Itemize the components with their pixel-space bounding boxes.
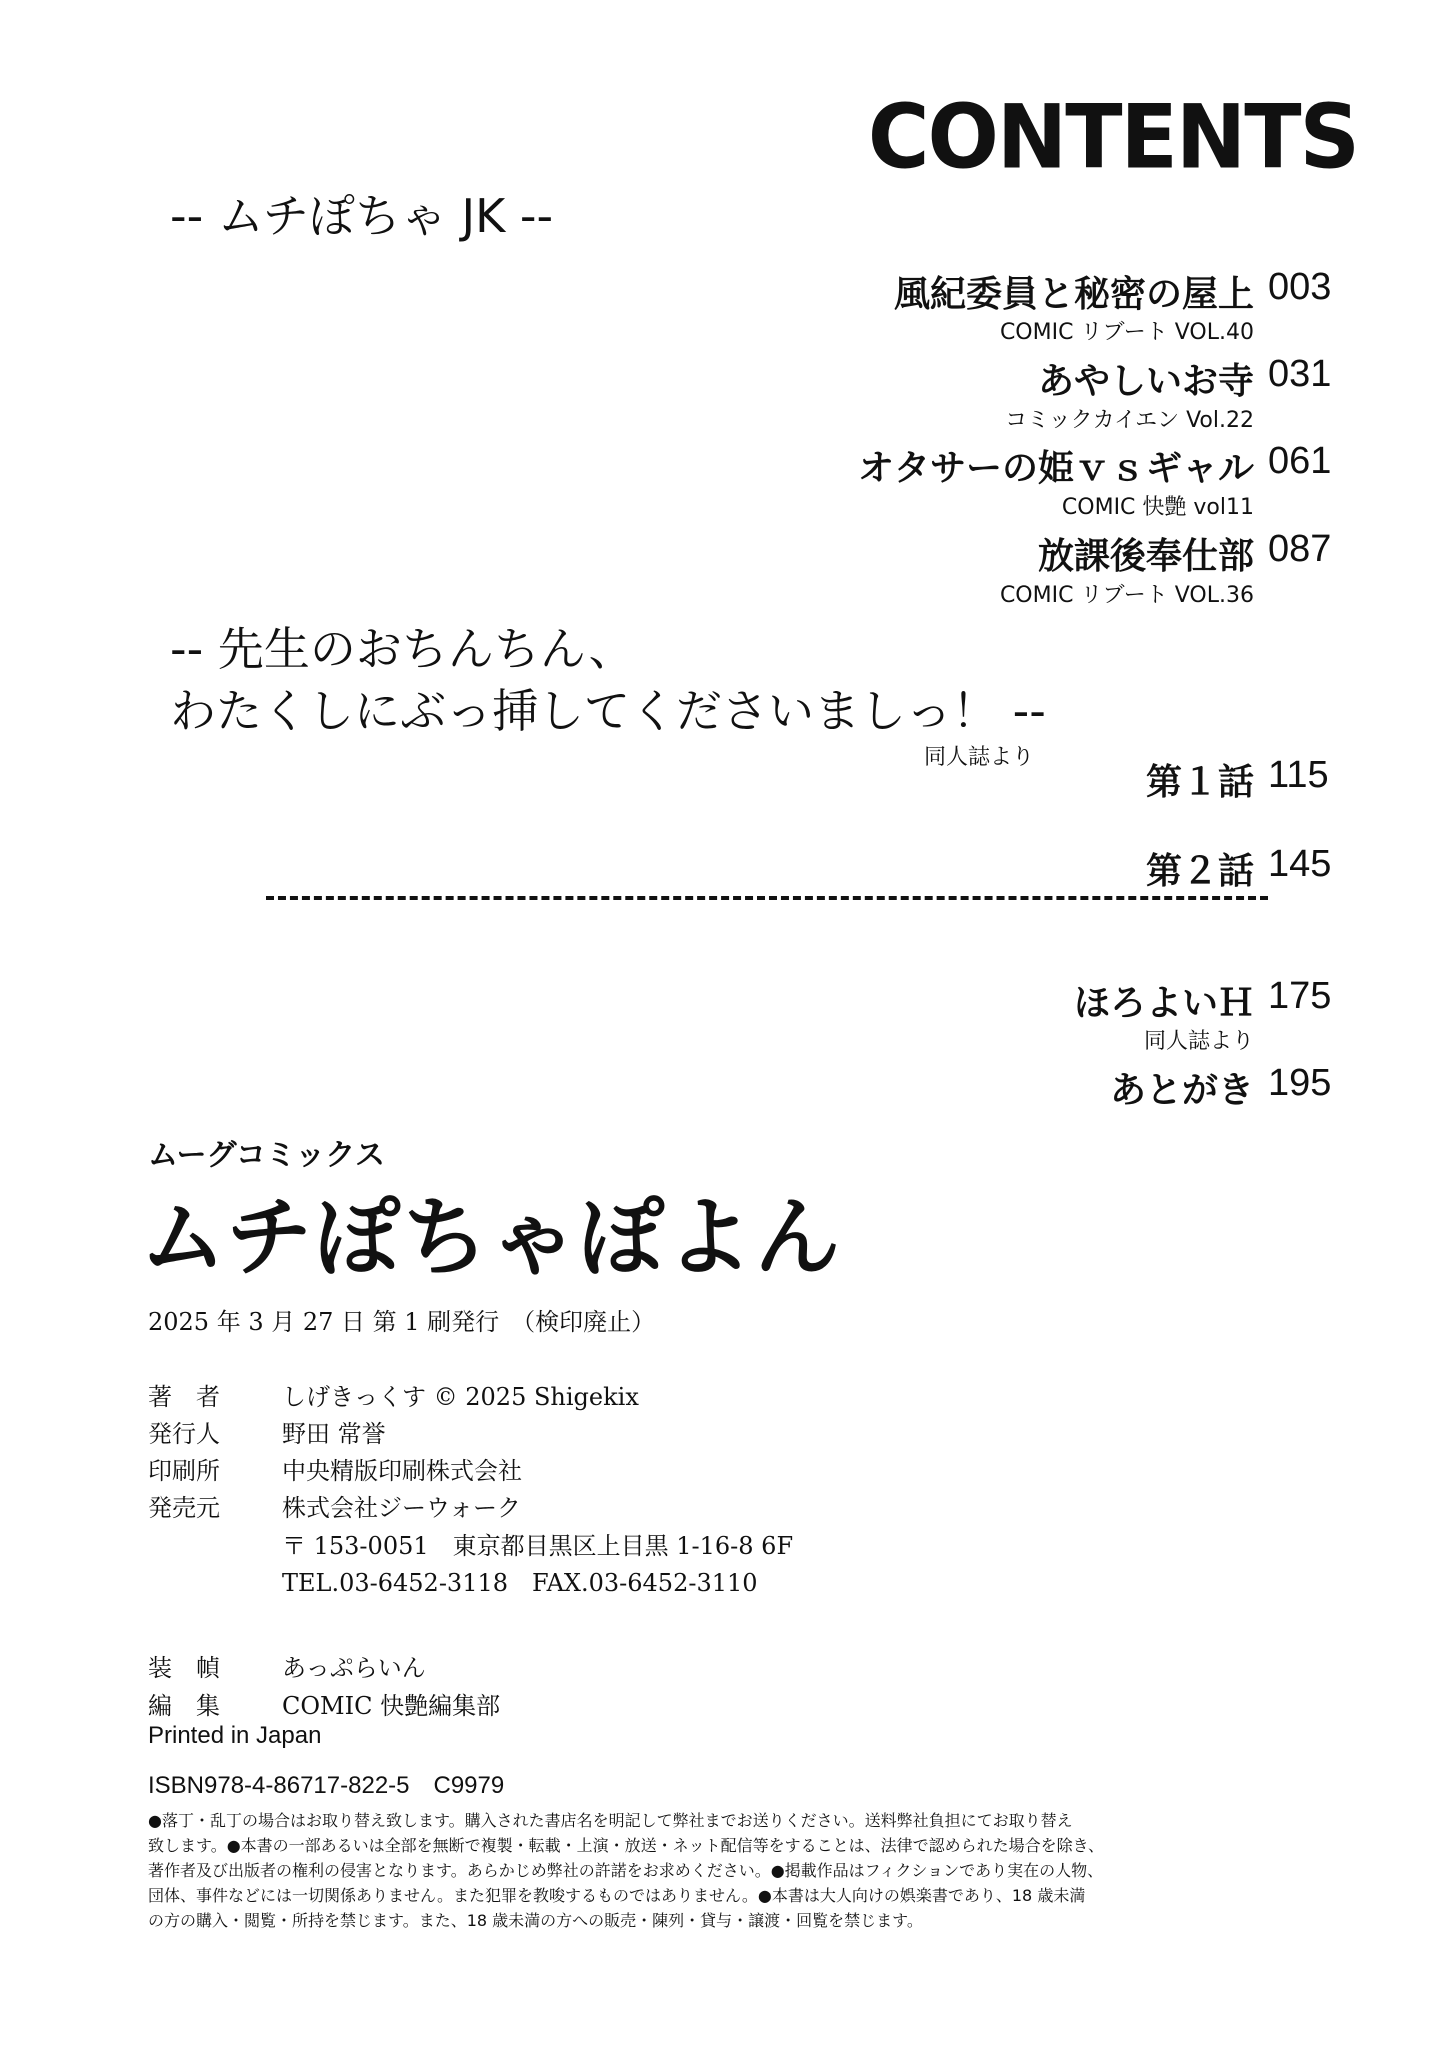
contents-heading: CONTENTS xyxy=(867,85,1358,189)
toc-entry-source: COMIC リブート VOL.36 xyxy=(999,583,1254,608)
toc-entry-title: ほろよいＨ xyxy=(1073,983,1254,1024)
toc-entry-page: 031 xyxy=(1268,353,1332,395)
chapter-page: 115 xyxy=(1268,754,1329,796)
publisher-address: 〒 153-0051 東京都目黒区上目黒 1-16-8 6F xyxy=(282,1532,794,1560)
section-title-line-1: -- 先生のおちんちん、 xyxy=(170,622,635,676)
toc-entry-title: 放課後奉仕部 xyxy=(1037,536,1254,577)
section-source: 同人誌より xyxy=(923,745,1034,770)
legal-notice xyxy=(148,1808,1128,1933)
toc-entry-page: 061 xyxy=(1268,440,1332,482)
notice-line: ●落丁・乱丁の場合はお取り替え致します。購入された書店名を明記して弊社までお送りください。送料弊社負担にてお取り替え xyxy=(148,1811,1073,1830)
notice-line: 団体、事件などには一切関係ありません。また犯罪を教唆するものではありません。●本書は大人向けの娯楽書であり、18 歳未満 xyxy=(148,1886,1086,1905)
publisher-phone-fax: TEL.03-6452-3118 FAX.03-6452-3110 xyxy=(282,1569,758,1597)
colophon-label: 印刷所 xyxy=(148,1457,220,1485)
colophon-label: 装 幀 xyxy=(148,1654,220,1682)
chapter-title: 第２話 xyxy=(1145,851,1254,892)
toc-entry-title: オタサーの姫ｖｓギャル xyxy=(857,448,1254,489)
toc-entry-page: 195 xyxy=(1268,1062,1332,1104)
colophon-label: 発行人 xyxy=(148,1420,220,1448)
dashed-divider xyxy=(266,896,1268,900)
colophon-label: 著 者 xyxy=(148,1383,220,1411)
notice-line: の方の購入・閲覧・所持を禁じます。また、18 歳未満の方への販売・陳列・貸与・譲渡・回覧を禁じます。 xyxy=(148,1911,923,1930)
notice-line: 致します。●本書の一部あるいは全部を無断で複製・転載・上演・放送・ネット配信等をすることは、法律で認められた場合を除き、 xyxy=(148,1836,1105,1855)
toc-entry-page: 175 xyxy=(1268,975,1332,1017)
toc-entry-title: あやしいお寺 xyxy=(1037,361,1254,402)
isbn: ISBN978-4-86717-822-5 C9979 xyxy=(148,1772,505,1799)
colophon-value: しげきっくす © 2025 Shigekix xyxy=(282,1383,639,1411)
toc-entry-source: COMIC 快艶 vol11 xyxy=(1061,495,1254,520)
toc-entry-source: COMIC リブート VOL.40 xyxy=(999,320,1254,345)
colophon-value: COMIC 快艶編集部 xyxy=(282,1692,501,1720)
toc-entry-page: 003 xyxy=(1268,266,1332,308)
colophon-value: 中央精版印刷株式会社 xyxy=(282,1457,522,1485)
chapter-page: 145 xyxy=(1268,843,1332,885)
section-title-muchipocha-jk: -- ムチぽちゃ JK -- xyxy=(170,189,554,243)
notice-line: 著作者及び出版者の権利の侵害となります。あらかじめ弊社の許諾をお求めください。●掲載作品はフィクションであり実在の人物、 xyxy=(148,1861,1104,1880)
colophon-value: あっぷらいん xyxy=(282,1654,426,1682)
book-title: ムチぽちゃぽよん xyxy=(140,1188,843,1288)
colophon-value: 野田 常誉 xyxy=(282,1420,386,1448)
section-title-line-2: わたくしにぶっ挿してくださいましっ！ -- xyxy=(170,684,1046,738)
chapter-title: 第１話 xyxy=(1145,762,1254,803)
toc-entry-title: 風紀委員と秘密の屋上 xyxy=(893,274,1254,315)
printed-in-japan: Printed in Japan xyxy=(148,1722,322,1749)
colophon-label: 発売元 xyxy=(148,1494,220,1522)
publication-date: 2025 年 3 月 27 日 第 1 刷発行 （検印廃止） xyxy=(148,1308,656,1336)
colophon-label: 編 集 xyxy=(148,1692,220,1720)
toc-entry-title: あとがき xyxy=(1109,1070,1254,1111)
toc-entry-source: 同人誌より xyxy=(1143,1029,1254,1054)
toc-entry-page: 087 xyxy=(1268,528,1332,570)
colophon-value: 株式会社ジーウォーク xyxy=(282,1494,522,1522)
toc-entry-source: コミックカイエン Vol.22 xyxy=(1005,408,1254,433)
imprint-name: ムーグコミックス xyxy=(148,1138,385,1173)
